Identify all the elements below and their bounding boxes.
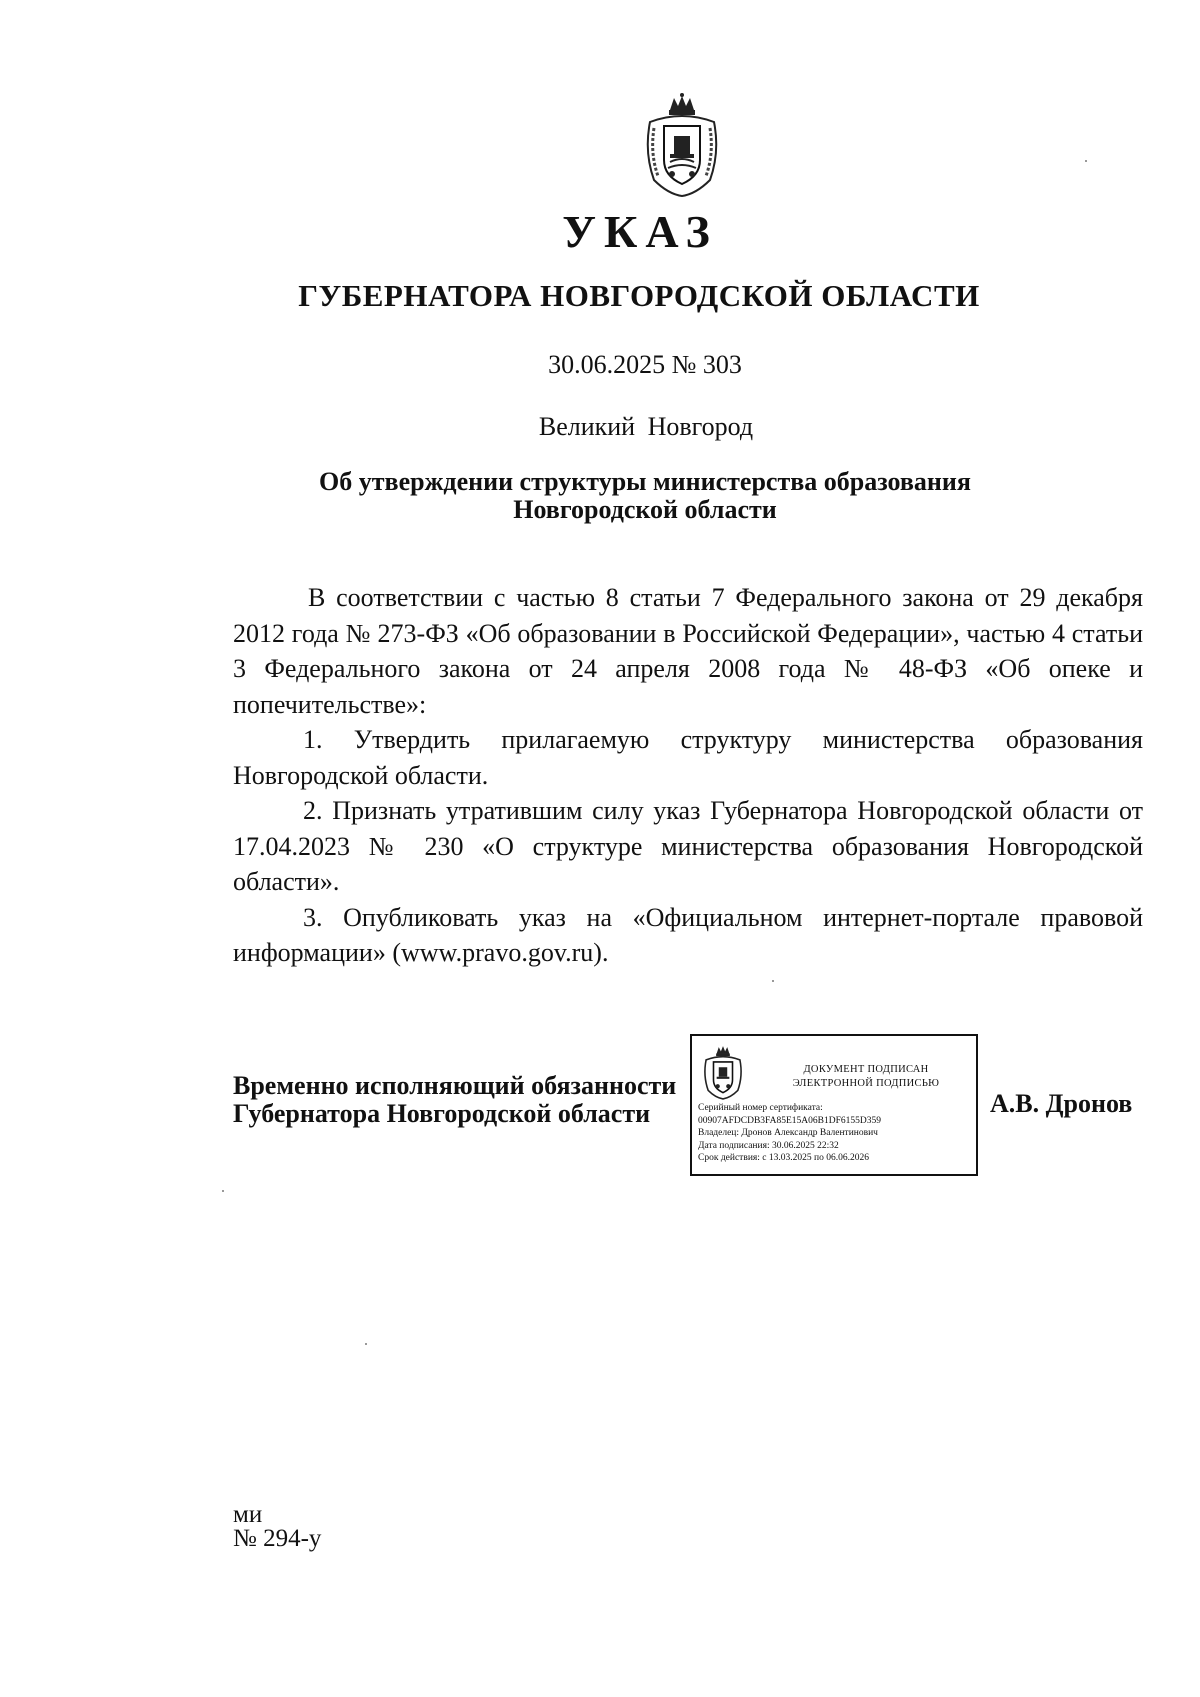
decree-heading xyxy=(0,468,1200,524)
signatory-position-line-2: Губернатора Новгородской области xyxy=(233,1099,651,1128)
signatory-name: А.В. Дронов xyxy=(990,1089,1133,1118)
certificate-label: Серийный номер сертификата: xyxy=(698,1103,823,1113)
certificate-serial: 00907AFDCDB3FA85E15A06B1DF6155D359 xyxy=(698,1115,881,1126)
signatory-position-line-1: Временно исполняющий обязанности xyxy=(233,1071,677,1100)
electronic-signature-stamp xyxy=(690,1034,978,1176)
stamp-details xyxy=(698,1102,881,1165)
executor-mark xyxy=(233,1503,321,1551)
clause-1: 1. Утвердить прилагаемую структуру министерства образования Новгородской области. xyxy=(233,725,1143,790)
stamp-header-line-1: ДОКУМЕНТ ПОДПИСАН xyxy=(803,1064,929,1075)
signing-date: Дата подписания: 30.06.2025 22:32 xyxy=(698,1140,839,1151)
issuer-title: ГУБЕРНАТОРА НОВГОРОДСКОЙ ОБЛАСТИ xyxy=(298,278,980,313)
heading-line-1: Об утверждении структуры министерства образования xyxy=(319,467,971,496)
coat-of-arms-icon xyxy=(640,92,724,198)
city: Великий Новгород xyxy=(538,412,754,441)
certificate-validity: Срок действия: с 13.03.2025 по 06.06.2026 xyxy=(698,1153,869,1163)
certificate-owner: Владелец: Дронов Александр Валентинович xyxy=(698,1128,878,1138)
heading-line-2: Новгородской области xyxy=(513,495,777,524)
date-and-number: 30.06.2025 № 303 xyxy=(548,350,742,379)
scan-speck xyxy=(1085,160,1087,162)
scan-speck xyxy=(222,1190,224,1192)
stamp-header-line-2: ЭЛЕКТРОННОЙ ПОДПИСЬЮ xyxy=(792,1078,940,1089)
executor-number: № 294-у xyxy=(233,1525,322,1552)
clause-3: 3. Опубликовать указ на «Официальном интернет-портале правовой информации» (www.pravo.gov.ru). xyxy=(233,902,1143,967)
stamp-coat-of-arms-icon xyxy=(700,1044,746,1100)
scan-speck xyxy=(772,980,774,982)
scan-speck xyxy=(365,1343,367,1345)
clause-2: 2. Признать утратившим силу указ Губернатора Новгородской области от 17.04.2023 № 230 «О структуре министерства образования Новгородской области». xyxy=(233,796,1143,896)
executor-initials: ми xyxy=(233,1501,263,1528)
signatory-position xyxy=(233,1072,676,1128)
decree-body xyxy=(233,580,1143,971)
document-title: УКАЗ xyxy=(562,206,718,257)
preamble-paragraph: В соответствии с частью 8 статьи 7 Федерального закона от 29 декабря 2012 года № 273-ФЗ «Об образовании в Российской Федерации», частью 4 статьи 3 Федерального закона от 24 апреля 2008 года № 48-ФЗ «Об опеке и попечительстве»: xyxy=(233,583,1143,719)
